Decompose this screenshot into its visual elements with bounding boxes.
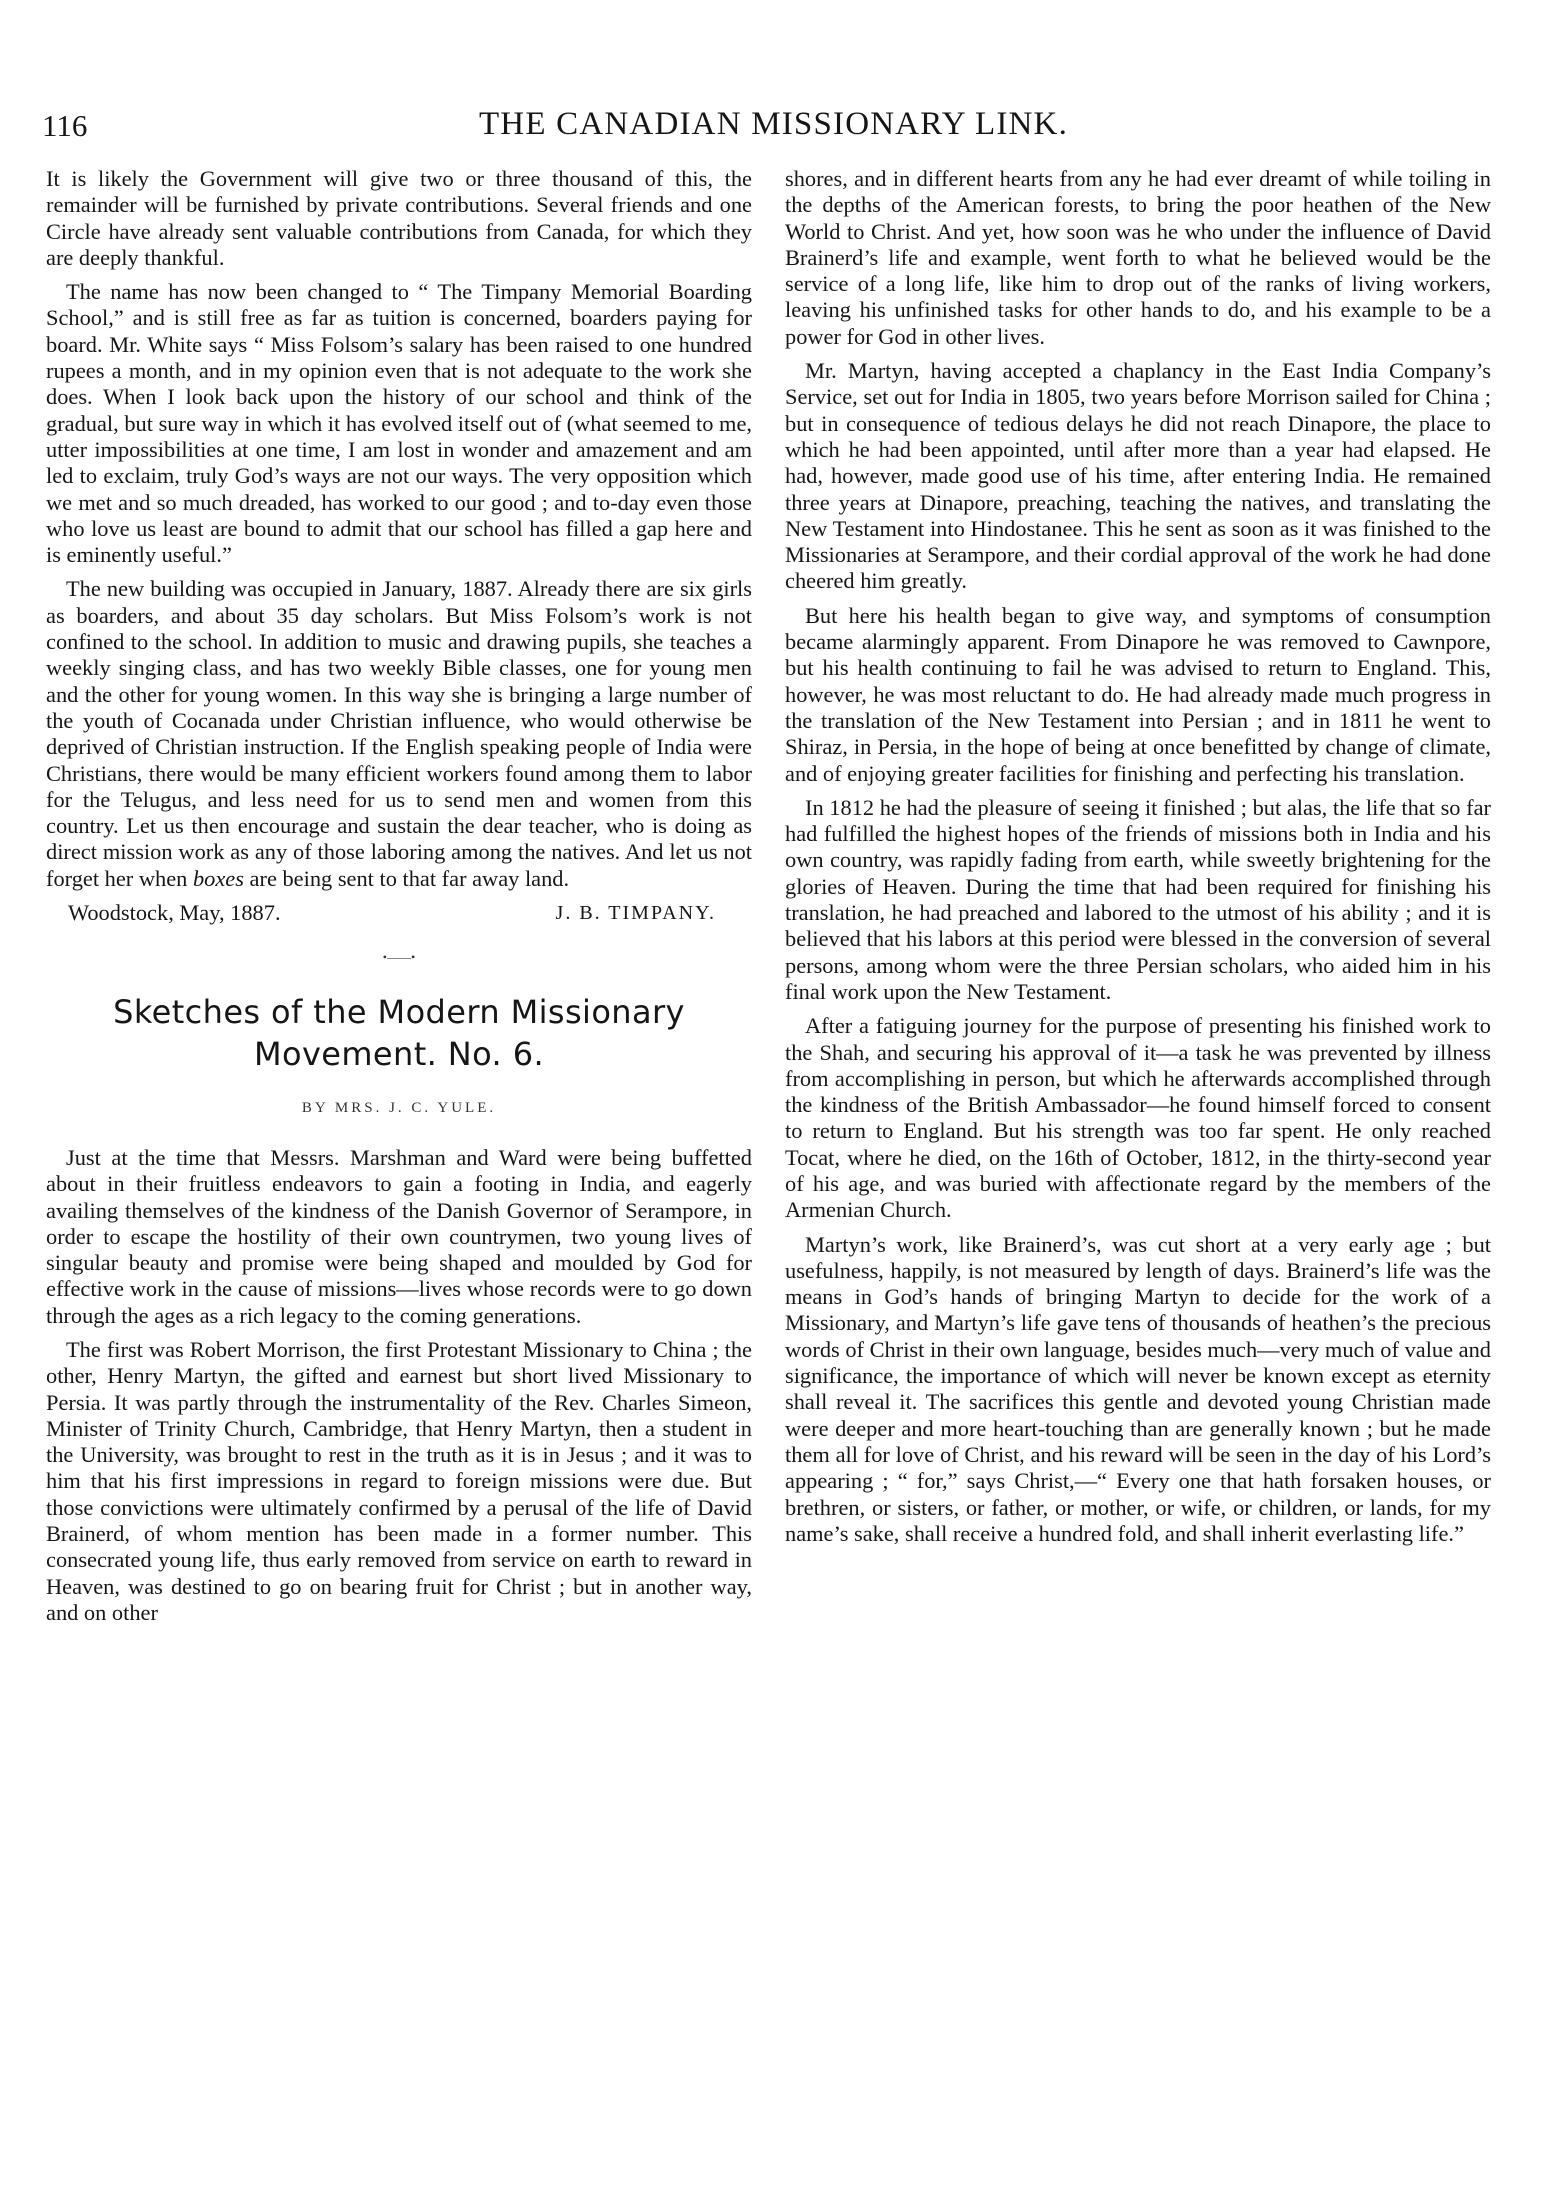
article-title: Sketches of the Modern Missionary Movement. No. 6. <box>113 992 685 1073</box>
paragraph: shores, and in different hearts from any he had ever dreamt of while toiling in the depths of the American forests, to bring the poor heathen of the New World to Christ. And yet, how soon was he who under the influence of David Brainerd’s life and example, went forth to what he believed would be the service of a long life, like him to drop out of the ranks of living workers, leaving his unfinished tasks for other hands to do, and his example to be a power for God in other lives. <box>785 166 1491 349</box>
paragraph <box>46 576 752 892</box>
paragraph: Martyn’s work, like Brainerd’s, was cut short at a very early age ; but usefulness, happily, is not measured by length of days. Brainerd’s life was the means in God’s hands of bringing Martyn to decide for the work of a Missionary, and Martyn’s life gave tens of thousands of heathen’s the precious words of Christ in their own language, besides much—very much of value and significance, the importance of which will never be known except as eternity shall reveal it. The sacrifices this gentle and devoted young Christian made were deeper and more heart-touching than are generally known ; but he made them all for love of Christ, and his reward will be seen in the day of his Lord’s appearing ; “ for,” says Christ,—“ Every one that hath forsaken houses, or brethren, or sisters, or father, or mother, or wife, or children, or lands, for my name’s sake, shall receive a hundred fold, and shall inherit everlasting life.” <box>785 1231 1491 1546</box>
left-column <box>46 166 752 1634</box>
page-header <box>42 104 1505 152</box>
italic-word: boxes <box>192 865 244 891</box>
paragraph: The name has now been changed to “ The Timpany Memorial Boarding School,” and is still free as far as tuition is concerned, boarders paying for board. Mr. White says “ Miss Folsom’s salary has been raised to one hundred rupees a month, and in my opinion even that is not adequate to the work she does. When I look back upon the history of our school and think of the gradual, but sure way in which it has evolved itself out of (what seemed to me, utter impossibilities at one time, I am lost in wonder and amazement and am led to exclaim, truly God’s ways are not our ways. The very opposition which we met and so much dreaded, has worked to our good ; and to-day even those who love us least are bound to admit that our school has filled a gap here and is eminently useful.” <box>46 279 752 568</box>
page-number: 116 <box>42 108 88 143</box>
article-byline: BY MRS. J. C. YULE. <box>301 1099 497 1116</box>
paragraph: Just at the time that Messrs. Marshman and Ward were being buffetted about in their fruitless endeavors to gain a footing in India, and eagerly availing themselves of the kindness of the Danish Governor of Serampore, in order to escape the hostility of their own countrymen, two young lives of singular beauty and promise were being shaped and moulded by God for effective work in the cause of missions—lives whose records were to go down through the ages as a rich legacy to the coming generations. <box>46 1144 752 1328</box>
paragraph-tail: are being sent to that far away land. <box>249 865 570 891</box>
section-divider: •——• <box>382 950 416 965</box>
right-column <box>785 166 1491 1555</box>
paragraph-text: The new building was occupied in January, 1887. Already there are six girls as boarders, and about 35 day scholars. But Miss Folsom’s work is not confined to the school. In addition to music and drawing pupils, she teaches a weekly singing class, and has two weekly Bible classes, one for young men and the other for young women. In this way she is bringing a large number of the youth of Cocanada under Christian influence, who would otherwise be deprived of Christian instruction. If the English speaking people of India were Christians, there would be many efficient workers found among them to labor for the Telugus, and less need for us to send men and women from this country. Let us then encourage and sustain the dear teacher, who is doing as direct mission work as any of those laboring among the natives. And let us not forget her when <box>46 576 752 891</box>
signature-name: J. B. TIMPANY. <box>555 902 716 925</box>
paragraph: Mr. Martyn, having accepted a chaplancy in the East India Company’s Service, set out for India in 1805, two years before Morrison sailed for China ; but in consequence of tedious delays he did not reach Dinapore, the place to which he had been appointed, until after more than a year had elapsed. He had, however, made good use of his time, after entering India. He remained three years at Dinapore, preaching, teaching the natives, and translating the New Testament into Hindostanee. This he sent as soon as it was finished to the Missionaries at Serampore, and their cordial approval of the work he had done cheered him greatly. <box>785 358 1491 594</box>
running-title: THE CANADIAN MISSIONARY LINK. <box>478 106 1069 142</box>
paragraph: In 1812 he had the pleasure of seeing it finished ; but alas, the life that so far had fulfilled the highest hopes of the friends of missions both in India and his own country, was rapidly fading from earth, while sweetly brightening for the glories of Heaven. During the time that had been required for finishing his translation, he had preached and labored to the utmost of his ability ; and it is believed that his labors at this period were blessed in the conversion of several persons, among whom were the three Persian scholars, who aided him in his final work upon the New Testament. <box>785 794 1491 1004</box>
letter-signature <box>46 900 752 926</box>
signature-place-date: Woodstock, May, 1887. <box>68 900 281 926</box>
paragraph: The first was Robert Morrison, the first Protestant Missionary to China ; the other, Henry Martyn, the gifted and earnest but short lived Missionary to Persia. It was partly through the instrumentality of the Rev. Charles Simeon, Minister of Trinity Church, Cambridge, that Henry Martyn, then a student in the University, was brought to rest in the truth as it is in Jesus ; and it was to him that his first impressions in regard to foreign missions were due. But those convictions were ultimately confirmed by a perusal of the life of David Brainerd, of whom mention has been made in a former number. This consecrated young life, thus early removed from service on earth to reward in Heaven, was destined to go on bearing fruit for Christ ; but in another way, and on other <box>46 1336 752 1625</box>
paragraph: After a fatiguing journey for the purpose of presenting his finished work to the Shah, and securing his approval of it—a task he was prevented by illness from accomplishing in person, but which he afterwards accomplished through the kindness of the British Ambassador—he found himself forced to consent to return to England. But his strength was too far spent. He only reached Tocat, where he died, on the 16th of October, 1812, in the thirty-second year of his age, and was buried with affectionate regard by the members of the Armenian Church. <box>785 1013 1491 1223</box>
paragraph: It is likely the Government will give two or three thousand of this, the remainder will be furnished by private contributions. Several friends and one Circle have already sent valuable contributions from Canada, for which they are deeply thankful. <box>46 166 752 270</box>
paragraph: But here his health began to give way, and symptoms of consumption became alarmingly apparent. From Dinapore he was removed to Cawnpore, but his health continuing to fail he was advised to return to England. This, however, he was most reluctant to do. He had already made much progress in the translation of the New Testament into Persian ; and in 1811 he went to Shiraz, in Persia, in the hope of being at once benefitted by change of climate, and of enjoying greater facilities for finishing and perfecting his translation. <box>785 602 1491 786</box>
